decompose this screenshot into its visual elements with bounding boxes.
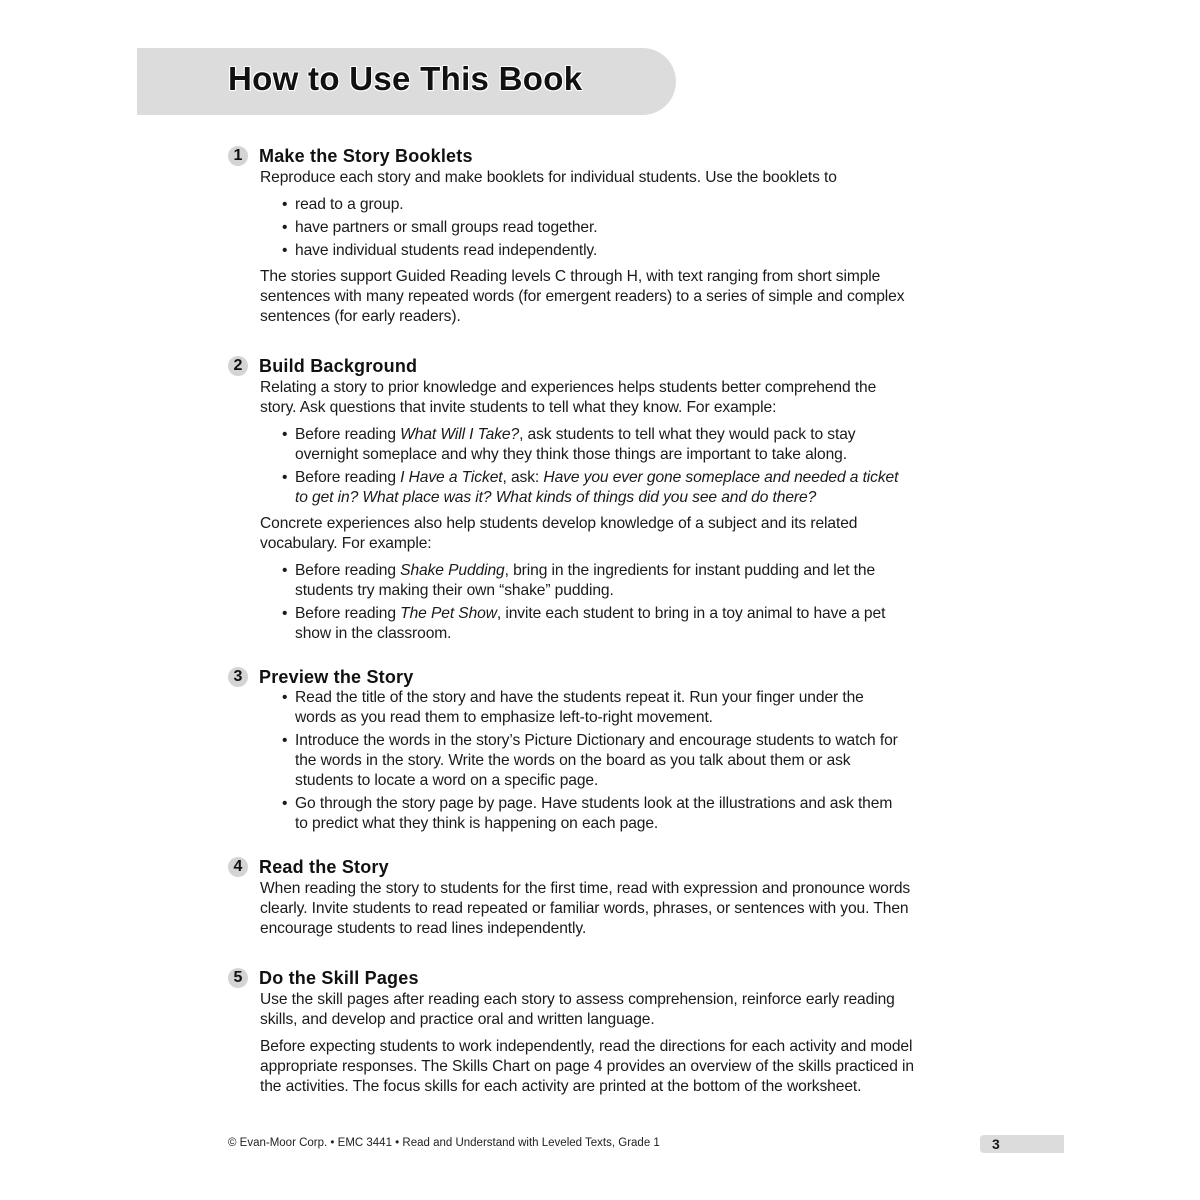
text-run: Before reading — [295, 562, 401, 579]
bullet-item — [282, 468, 902, 508]
text-run: The stories support Guided Reading levels C through H, with text ranging from short simple sentences with many repeated words (for emergent readers) to a series of simple and complex sentences (for early readers). — [260, 268, 905, 325]
bullet-item — [282, 425, 902, 465]
text-run: Before reading — [295, 605, 401, 622]
section-build-background — [228, 355, 928, 650]
text-run: Read the title of the story and have the students repeat it. Run your finger under the words as you read them to emphasize left-to-right movement. — [295, 689, 864, 726]
text-run: , ask: — [502, 469, 544, 486]
paragraph — [260, 168, 915, 188]
paragraph — [260, 879, 915, 939]
section-heading — [228, 856, 928, 878]
italic-title: Have you ever gone someplace and needed a ticket to get in? What place was it? What kinds of things did you see and do there? — [295, 469, 899, 506]
bullet-item — [282, 241, 902, 261]
italic-title: The Pet Show — [400, 605, 497, 622]
bullet-item — [282, 688, 902, 728]
paragraph — [260, 267, 915, 327]
section-heading — [228, 666, 928, 688]
step-number-badge: 4 — [228, 857, 248, 877]
bullet-item — [282, 218, 902, 238]
text-run: , invite each student to bring in a toy animal to have a pet show in the classroom. — [295, 605, 886, 642]
bullet-item — [282, 561, 902, 601]
bullet-list — [282, 195, 902, 261]
text-run: Go through the story page by page. Have students look at the illustrations and ask them to predict what they think is happening on each page. — [295, 795, 893, 832]
paragraph — [260, 378, 915, 418]
section-title: Make the Story Booklets — [259, 145, 473, 166]
italic-title: I Have a Ticket — [400, 469, 503, 486]
section-skill-pages — [228, 967, 928, 1104]
paragraph — [260, 514, 915, 554]
paragraph — [260, 1037, 915, 1097]
text-run: Before expecting students to work independently, read the directions for each activity and model appropriate responses. The Skills Chart on page 4 provides an overview of the skills practiced in the activities. The focus skills for each activity are printed at the bottom of the worksheet. — [260, 1038, 914, 1095]
step-number-badge: 1 — [228, 146, 248, 166]
section-title: Build Background — [259, 355, 418, 376]
page-number: 3 — [992, 1136, 1000, 1152]
bullet-item — [282, 195, 902, 215]
text-run: , bring in the ingredients for instant pudding and let the students try making their own “shake” pudding. — [295, 562, 876, 599]
italic-title: Shake Pudding — [400, 562, 505, 579]
text-run: Introduce the words in the story’s Picture Dictionary and encourage students to watch for the words in the story. Write the words on the board as you talk about them or ask students to locate a word on a specific page. — [295, 732, 898, 789]
bullet-list — [282, 561, 902, 644]
section-heading — [228, 145, 928, 167]
section-heading — [228, 967, 928, 989]
step-number-badge: 2 — [228, 356, 248, 376]
italic-title: What Will I Take? — [400, 426, 520, 443]
text-run: Relating a story to prior knowledge and experiences helps students better comprehend the story. Ask questions that invite students to tell what they know. For example: — [260, 379, 877, 416]
text-run: When reading the story to students for the first time, read with expression and pronounce words clearly. Invite students to read repeated or familiar words, phrases, or sentences with you. Then encourage students to read lines independently. — [260, 880, 911, 937]
text-run: , ask students to tell what they would pack to stay overnight someplace and why they think those things are important to take along. — [295, 426, 856, 463]
section-preview-story — [228, 666, 928, 840]
bullet-list — [282, 425, 902, 508]
section-title: Read the Story — [259, 856, 389, 877]
section-make-booklets — [228, 145, 928, 334]
text-run: Before reading — [295, 469, 401, 486]
section-heading — [228, 355, 928, 377]
text-run: Before reading — [295, 426, 401, 443]
bullet-item — [282, 794, 902, 834]
bullet-item — [282, 731, 902, 791]
bullet-list — [282, 688, 902, 834]
page-title: How to Use This Book — [228, 60, 583, 97]
text-run: Concrete experiences also help students develop knowledge of a subject and its related vocabulary. For example: — [260, 515, 858, 552]
paragraph — [260, 990, 915, 1030]
section-title: Do the Skill Pages — [259, 967, 419, 988]
text-run: have partners or small groups read together. — [295, 219, 598, 236]
section-read-story — [228, 856, 928, 946]
footer-copyright: © Evan-Moor Corp. • EMC 3441 • Read and Understand with Leveled Texts, Grade 1 — [228, 1137, 660, 1149]
section-title: Preview the Story — [259, 666, 414, 687]
text-run: Use the skill pages after reading each story to assess comprehension, reinforce early reading skills, and develop and practice oral and written language. — [260, 991, 895, 1028]
step-number-badge: 5 — [228, 968, 248, 988]
step-number-badge: 3 — [228, 667, 248, 687]
text-run: read to a group. — [295, 196, 404, 213]
bullet-item — [282, 604, 902, 644]
text-run: have individual students read independently. — [295, 242, 598, 259]
text-run: Reproduce each story and make booklets for individual students. Use the booklets to — [260, 169, 837, 186]
